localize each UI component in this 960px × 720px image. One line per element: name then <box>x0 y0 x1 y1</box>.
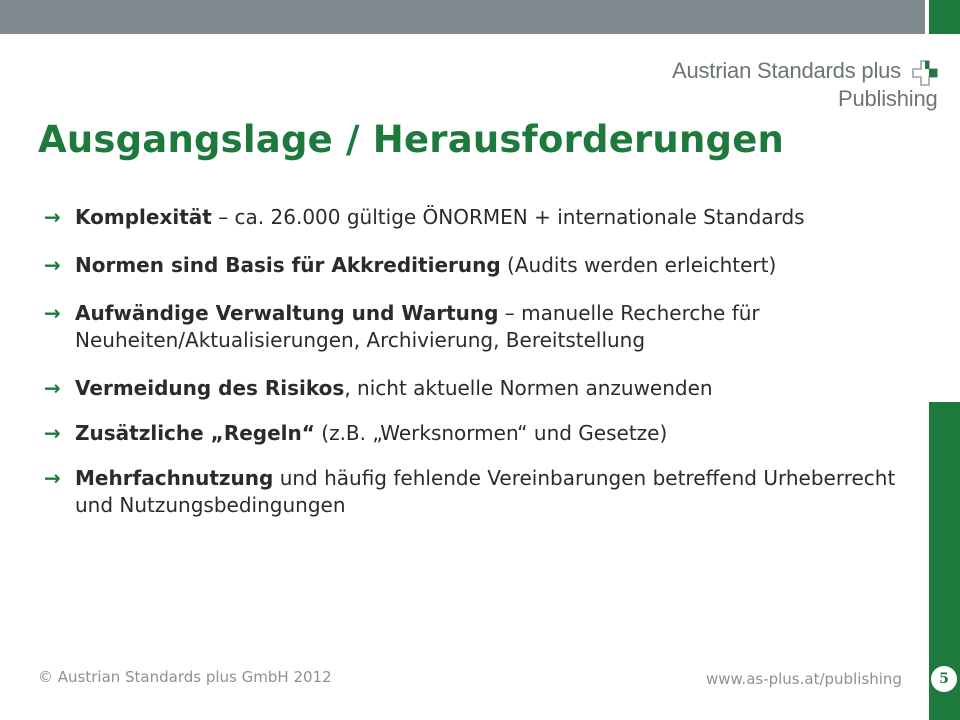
page-number-badge: 5 <box>931 666 957 692</box>
bullet-text: – ca. 26.000 gültige ÖNORMEN + internationale Standards <box>211 205 805 229</box>
bullet-keyword: Aufwändige Verwaltung und Wartung <box>75 301 499 325</box>
plus-cross-icon <box>912 60 938 86</box>
top-gray-bar <box>0 0 925 34</box>
bullet-keyword: Mehrfachnutzung <box>75 466 274 490</box>
bullet-item <box>44 465 914 519</box>
bullet-keyword: Vermeidung des Risikos <box>75 376 345 400</box>
footer-copyright: © Austrian Standards plus GmbH 2012 <box>38 668 332 686</box>
company-logo <box>672 58 942 122</box>
bullet-list <box>44 204 914 540</box>
bullet-text: – manuelle Recherche für Neuheiten/Aktualisierungen, Archivierung, Bereitstellung <box>75 301 760 352</box>
right-green-bar-top <box>929 0 960 34</box>
bullet-keyword: Normen sind Basis für Akkreditierung <box>75 253 501 277</box>
right-arrow-icon: → <box>44 376 61 400</box>
bullet-item <box>44 420 914 447</box>
right-arrow-icon: → <box>44 205 61 229</box>
bullet-text: und häufig fehlende Vereinbarungen betreffend Urheberrecht und Nutzungsbedingungen <box>75 466 896 517</box>
right-arrow-icon: → <box>44 301 61 325</box>
right-arrow-icon: → <box>44 253 61 277</box>
bullet-text: (Audits werden erleichtert) <box>500 253 777 277</box>
bullet-item <box>44 252 914 279</box>
bullet-item <box>44 300 914 354</box>
right-arrow-icon: → <box>44 421 61 445</box>
right-arrow-icon: → <box>44 466 61 490</box>
bullet-text: (z.B. „Werksnormen“ und Gesetze) <box>314 421 668 445</box>
bullet-item <box>44 375 914 402</box>
footer-url[interactable]: www.as-plus.at/publishing <box>706 670 902 688</box>
slide-title: Ausgangslage / Herausforderungen <box>38 118 785 161</box>
logo-text-line1: Austrian Standards plus <box>672 58 901 83</box>
bullet-item <box>44 204 914 231</box>
logo-text-line2: Publishing <box>838 86 938 111</box>
bullet-keyword: Komplexität <box>75 205 212 229</box>
bullet-keyword: Zusätzliche „Regeln“ <box>75 421 315 445</box>
bullet-text: , nicht aktuelle Normen anzuwenden <box>344 376 713 400</box>
